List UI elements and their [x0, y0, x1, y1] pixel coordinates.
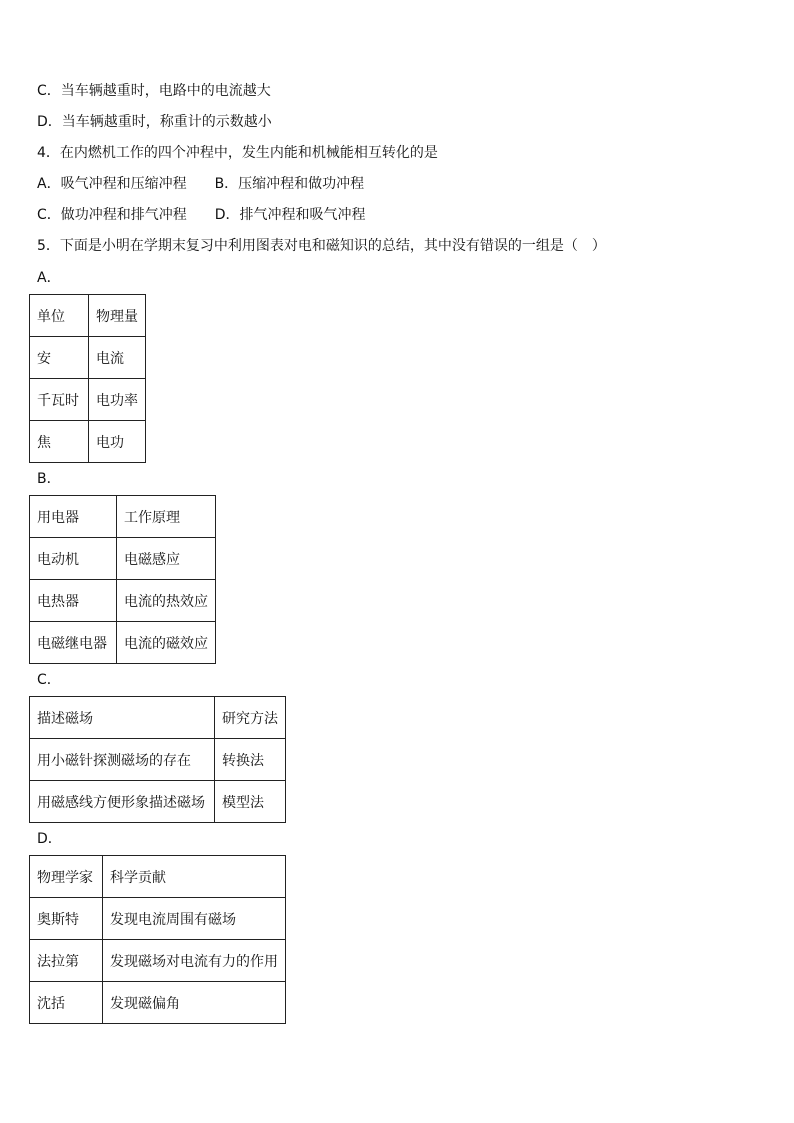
table-cell: 用磁感线方便形象描述磁场 [30, 781, 215, 823]
table-cell: 安 [30, 337, 89, 379]
table-row [30, 781, 286, 823]
table-cell: 千瓦时 [30, 379, 89, 421]
table-cell: 描述磁场 [30, 697, 215, 739]
table-cell: 用电器 [30, 496, 117, 538]
table-cell: 电磁感应 [117, 538, 216, 580]
table-cell: 模型法 [215, 781, 286, 823]
table-cell: 奥斯特 [30, 898, 103, 940]
q5-stem: 5．下面是小明在学期末复习中利用图表对电和磁知识的总结，其中没有错误的一组是（ ） [37, 238, 606, 254]
table-row [30, 739, 286, 781]
table-row [30, 940, 286, 982]
table-row [30, 622, 216, 664]
table-cell: 工作原理 [117, 496, 216, 538]
table-cell: 转换法 [215, 739, 286, 781]
q4-option-a: A．吸气冲程和压缩冲程 [37, 176, 187, 192]
table-row [30, 337, 146, 379]
q5-option-b-table [29, 495, 216, 664]
q5-option-c-label: C． [37, 672, 61, 688]
table-cell: 电流的热效应 [117, 580, 216, 622]
q4-stem: 4．在内燃机工作的四个冲程中，发生内能和机械能相互转化的是 [37, 145, 438, 161]
table-cell: 发现电流周围有磁场 [103, 898, 286, 940]
q4-option-b: B．压缩冲程和做功冲程 [214, 176, 365, 192]
table-cell: 科学贡献 [103, 856, 286, 898]
table-cell: 电磁继电器 [30, 622, 117, 664]
q3-option-c: C．当车辆越重时，电路中的电流越大 [37, 83, 271, 99]
q5-option-d-label: D． [37, 831, 62, 847]
table-cell: 物理量 [89, 295, 146, 337]
q5-option-d-table [29, 855, 286, 1024]
q4-option-c: C．做功冲程和排气冲程 [37, 207, 187, 223]
table-row [30, 697, 286, 739]
table-cell: 研究方法 [215, 697, 286, 739]
table-row [30, 538, 216, 580]
q5-option-a-label: A． [37, 270, 61, 286]
q4-options-row-2 [37, 205, 366, 225]
table-cell: 用小磁针探测磁场的存在 [30, 739, 215, 781]
table-cell: 法拉第 [30, 940, 103, 982]
q4-options-row-1 [37, 174, 364, 194]
table-cell: 电功率 [89, 379, 146, 421]
table-row [30, 982, 286, 1024]
q3-option-d: D．当车辆越重时，称重计的示数越小 [37, 114, 272, 130]
table-cell: 电热器 [30, 580, 117, 622]
q5-option-b-label: B． [37, 471, 61, 487]
table-cell: 沈括 [30, 982, 103, 1024]
table-cell: 电功 [89, 421, 146, 463]
table-row [30, 295, 146, 337]
table-row [30, 421, 146, 463]
table-row [30, 379, 146, 421]
table-cell: 单位 [30, 295, 89, 337]
table-row [30, 898, 286, 940]
table-row [30, 856, 286, 898]
table-cell: 电流的磁效应 [117, 622, 216, 664]
table-cell: 物理学家 [30, 856, 103, 898]
q5-option-c-table [29, 696, 286, 823]
table-row [30, 580, 216, 622]
table-row [30, 496, 216, 538]
table-cell: 焦 [30, 421, 89, 463]
table-cell: 发现磁场对电流有力的作用 [103, 940, 286, 982]
q4-option-d: D．排气冲程和吸气冲程 [214, 207, 366, 223]
table-cell: 电流 [89, 337, 146, 379]
table-cell: 发现磁偏角 [103, 982, 286, 1024]
table-cell: 电动机 [30, 538, 117, 580]
q5-option-a-table [29, 294, 146, 463]
